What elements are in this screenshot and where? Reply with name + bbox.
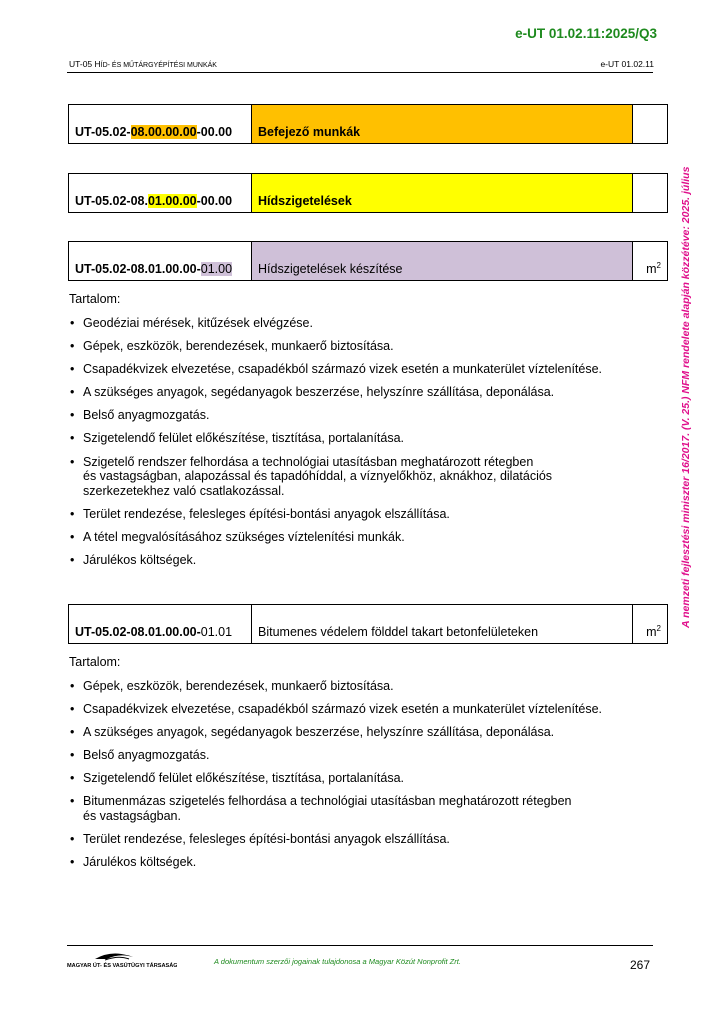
section1-list — [68, 316, 648, 576]
list-item: • Gépek, eszközök, berendezések, munkaerő biztosítása. — [70, 339, 394, 354]
list-item: • Belső anyagmozgatás. — [70, 408, 210, 423]
list-item: • Szigetelő rendszer felhordása a technológiai utasításban meghatározott rétegben és vastagságban, alapozással és tapadóhíddal, a víznyelőkhöz, aknákhoz, dilatációs szerkezetekhez való csatlakozással. — [70, 454, 553, 498]
society-logo — [67, 950, 177, 970]
item-code: UT-05.02-08.01.00.00-01.01 — [69, 605, 252, 644]
list-item: • Szigetelendő felület előkészítése, tisztítása, portalanítása. — [70, 771, 405, 786]
item-title: Bitumenes védelem földdel takart betonfelületeken — [252, 605, 633, 644]
item-unit: $m^2$ — [633, 605, 668, 644]
item-code: UT-05.02-08.01.00.00-00.00 — [69, 174, 252, 213]
section2-label: Tartalom: — [69, 655, 121, 669]
item-row-bitumenes — [68, 604, 668, 644]
item-row-hidszigetelesek — [68, 173, 668, 213]
list-item: • A szükséges anyagok, segédanyagok beszerzése, helyszínre szállítása, deponálása. — [70, 725, 555, 740]
item-code: UT-05.02-08.00.00.00-00.00 — [69, 105, 252, 144]
item-row-befejezo — [68, 104, 668, 144]
list-item: • Csapadékvizek elvezetése, csapadékból származó vizek esetén a munkaterület víztelenítése. — [70, 702, 603, 717]
item-title: Befejező munkák — [252, 105, 633, 144]
list-item: • Bitumenmázas szigetelés felhordása a technológiai utasításban meghatározott rétegben és vastagságban. — [70, 794, 572, 823]
running-header-right: e-UT 01.02.11 — [600, 59, 654, 69]
list-item: • Gépek, eszközök, berendezések, munkaerő biztosítása. — [70, 679, 394, 693]
list-item: • A tétel megvalósításához szükséges víztelenítési munkák. — [70, 529, 405, 544]
document-code: e-UT 01.02.11:2025/Q3 — [515, 26, 657, 41]
header-rule — [67, 72, 653, 73]
section1-label: Tartalom: — [69, 292, 121, 306]
item-unit: $m^2$ — [633, 242, 668, 281]
section2-list — [68, 679, 648, 878]
list-item: • Geodéziai mérések, kitűzések elvégzése. — [70, 316, 313, 330]
page-number: 267 — [630, 958, 651, 972]
logo-text: MAGYAR ÚT- ÉS VASÚTÜGYI TÁRSASÁG — [67, 963, 177, 969]
publication-side-note: A nemzeti fejlesztési miniszter 16/2017. (V. 25.) NFM rendelete alapján közzétéve: 2025. július — [680, 166, 692, 628]
list-item: • Belső anyagmozgatás. — [70, 748, 210, 763]
list-item: • Szigetelendő felület előkészítése, tisztítása, portalanítása. — [70, 431, 405, 446]
copyright-note: A dokumentum szerzői jogainak tulajdonosa a Magyar Közút Nonprofit Zrt. — [214, 957, 461, 966]
logo-swoosh-icon — [67, 950, 177, 970]
list-item: • Terület rendezése, felesleges építési-bontási anyagok elszállítása. — [70, 832, 450, 847]
footer-rule — [67, 945, 653, 946]
item-title: Hídszigetelések — [252, 174, 633, 213]
item-row-keszitese — [68, 241, 668, 281]
header-left-rest: ÍD- ÉS MŰTÁRGYÉPÍTÉSI MUNKÁK — [100, 62, 217, 69]
item-title: Hídszigetelések készítése — [252, 242, 633, 281]
header-left-prefix: UT-05 H — [69, 59, 101, 69]
list-item: • Járulékos költségek. — [70, 855, 197, 870]
item-unit — [633, 105, 668, 144]
item-unit — [633, 174, 668, 213]
item-code: UT-05.02-08.01.00.00-01.00 — [69, 242, 252, 281]
list-item: • A szükséges anyagok, segédanyagok beszerzése, helyszínre szállítása, deponálása. — [70, 385, 555, 400]
running-header-left — [69, 59, 217, 69]
list-item: • Terület rendezése, felesleges építési-bontási anyagok elszállítása. — [70, 506, 450, 521]
list-item: • Járulékos költségek. — [70, 552, 197, 567]
list-item: • Csapadékvizek elvezetése, csapadékból származó vizek esetén a munkaterület víztelenítése. — [70, 362, 603, 377]
